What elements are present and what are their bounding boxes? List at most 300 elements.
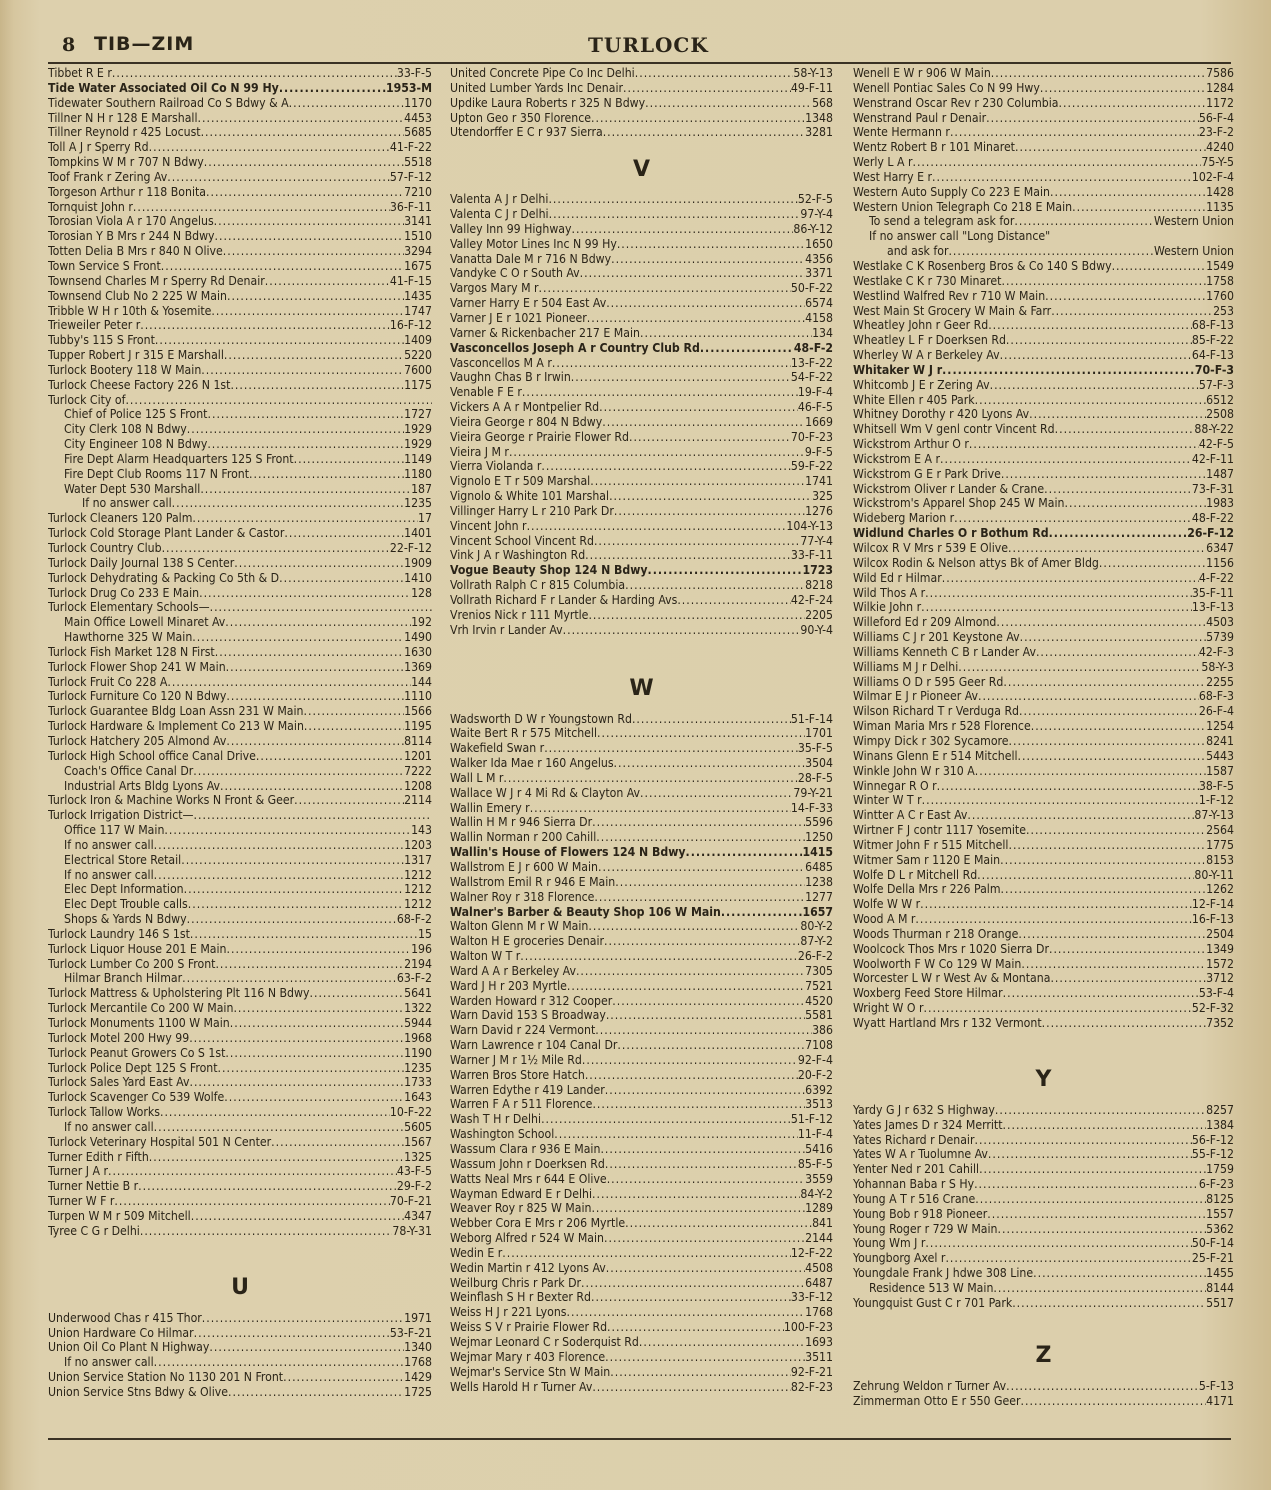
listing-phone: 51-F-12 — [790, 1112, 833, 1127]
listing-name: Turlock Cleaners 120 Palm — [48, 511, 193, 526]
listing-name: Wiman Maria Mrs r 528 Florence — [853, 719, 1031, 734]
listing-row — [48, 1209, 432, 1224]
leader-dots — [923, 1001, 1191, 1016]
leader-dots — [1045, 289, 1206, 304]
listing-phone: 1968 — [404, 1030, 432, 1045]
listing-name: Williams Kenneth C B r Lander Av — [853, 644, 1036, 659]
listing-row — [853, 111, 1234, 126]
listing-row — [450, 1112, 833, 1127]
listing-name: Turner W F r — [48, 1194, 115, 1209]
listing-row — [853, 1379, 1234, 1394]
leader-dots — [635, 66, 794, 81]
listing-name: Western Union Telegraph Co 218 E Main — [853, 199, 1073, 214]
listing-phone: 85-F-22 — [1191, 333, 1234, 348]
listing-phone: 4453 — [404, 110, 432, 125]
leader-dots — [979, 1162, 1206, 1177]
listing-name: Wayman Edward E r Delhi — [450, 1186, 593, 1201]
listing-row — [48, 1340, 432, 1355]
listing-row — [450, 504, 833, 519]
listing-name: Valley Inn 99 Highway — [450, 221, 572, 236]
listing-row — [48, 1016, 432, 1031]
listing-row — [450, 1008, 833, 1023]
leader-dots — [606, 1008, 805, 1023]
leader-dots — [677, 593, 791, 608]
listing-row — [853, 689, 1234, 704]
listing-name: West Harry E r — [853, 169, 933, 184]
leader-dots — [1018, 749, 1207, 764]
listing-phone: 52-F-32 — [1191, 1001, 1234, 1016]
listing-row — [450, 949, 833, 964]
listing-phone: 8125 — [1206, 1191, 1234, 1206]
listing-row — [450, 1261, 833, 1276]
listing-phone: 6485 — [805, 859, 833, 874]
listing-phone: 1235 — [404, 1060, 432, 1075]
listing-phone: 6392 — [805, 1082, 833, 1097]
listing-name: Trieweiler Peter r — [48, 318, 141, 333]
listing-name: Turlock Country Club — [48, 541, 162, 555]
listing-name: Turlock High School office Canal Drive — [48, 748, 256, 763]
listing-phone: 2114 — [404, 793, 432, 808]
listing-phone: 8153 — [1206, 852, 1234, 867]
listing-phone: 2508 — [1206, 407, 1234, 422]
listing-phone: 53-F-21 — [389, 1325, 432, 1340]
listing-row — [450, 845, 833, 860]
listing-name: Turlock Scavenger Co 539 Wolfe — [48, 1090, 225, 1105]
leader-dots — [225, 615, 411, 630]
leader-dots — [187, 912, 397, 927]
listing-phone: 192 — [411, 615, 432, 630]
listing-row — [48, 170, 432, 185]
listing-phone: 5443 — [1206, 748, 1234, 763]
section-heading: Y — [1035, 1067, 1052, 1093]
listing-phone: 1195 — [404, 719, 432, 734]
listing-row — [450, 623, 833, 638]
listing-name: Walner's Barber & Beauty Shop 106 W Main — [450, 904, 721, 919]
listing-row — [450, 1187, 833, 1202]
leader-dots — [922, 793, 1199, 808]
listing-name: Utendorffer E C r 937 Sierra — [450, 125, 603, 140]
leader-dots — [1008, 541, 1206, 556]
listing-phone: 1201 — [404, 748, 432, 763]
listing-phone: 1768 — [805, 1305, 833, 1320]
listing-row — [450, 519, 833, 534]
leader-dots — [912, 155, 1201, 170]
listing-name: Wickstrom Oliver r Lander & Crane — [853, 481, 1045, 496]
listing-row — [450, 125, 833, 140]
listing-name: Whitsell Wm V genl contr Vincent Rd — [853, 422, 1055, 437]
listing-phone: 1349 — [1206, 941, 1234, 956]
listing-row — [450, 1201, 833, 1216]
listing-phone: 20-F-2 — [797, 1067, 833, 1082]
listing-name: Turlock Fruit Co 228 A — [48, 674, 168, 689]
leader-dots — [182, 971, 397, 986]
leader-dots — [164, 823, 411, 838]
leader-dots — [1015, 140, 1206, 155]
listing-name: Torosian Viola A r 170 Angelus — [48, 214, 214, 229]
listing-name: Weiss H J r 221 Lyons — [450, 1305, 567, 1320]
listing-row — [853, 96, 1234, 111]
leader-dots — [309, 986, 404, 1001]
listing-row — [853, 496, 1234, 511]
leader-dots — [595, 1023, 812, 1038]
listing-name: Vieira George r 804 N Bdwy — [450, 414, 603, 429]
listing-name: Wedin Martin r 412 Lyons Av — [450, 1260, 606, 1275]
listing-name: Wenell E W r 906 W Main — [853, 66, 991, 80]
listing-row — [853, 971, 1234, 986]
listing-row — [853, 556, 1234, 571]
listing-row — [48, 467, 432, 482]
listing-phone: 48-F-2 — [793, 340, 833, 355]
listing-row — [48, 630, 432, 645]
listing-phone: 5944 — [404, 1016, 432, 1030]
listing-phone: 2205 — [805, 607, 833, 622]
listing-row — [48, 986, 432, 1001]
listing-name: Yenter Ned r 201 Cahill — [853, 1162, 980, 1177]
listing-phone: 16-F-12 — [389, 318, 432, 333]
listing-row — [48, 897, 432, 912]
listing-row — [48, 1001, 432, 1016]
listing-row — [48, 407, 432, 422]
listing-name: Valenta C J r Delhi — [450, 207, 549, 222]
listing-phone: 841 — [812, 1216, 833, 1231]
listing-row — [853, 986, 1234, 1001]
leader-dots — [207, 407, 404, 422]
leader-dots — [1003, 675, 1206, 690]
leader-dots — [563, 623, 801, 638]
listing-phone: 68-F-13 — [1191, 318, 1234, 333]
listing-row — [450, 430, 833, 445]
listing-phone: 1156 — [1206, 555, 1234, 570]
listing-row — [48, 719, 432, 734]
listing-row — [48, 1105, 432, 1120]
listing-name: Vincent John r — [450, 518, 527, 533]
leader-dots — [597, 726, 805, 741]
listing-row — [450, 370, 833, 385]
listing-row — [853, 229, 1234, 244]
listing-phone: 1953-M — [386, 80, 432, 95]
leader-dots — [1031, 719, 1206, 734]
listing-row — [48, 957, 432, 972]
leader-dots — [592, 1097, 805, 1112]
listing-phone: 6347 — [1206, 541, 1234, 555]
leader-dots — [991, 66, 1206, 81]
listing-row — [48, 704, 432, 719]
leader-dots — [211, 304, 404, 319]
listing-phone: 143 — [411, 823, 432, 838]
listing-name: Turner Edith r Fifth — [48, 1149, 149, 1164]
listing-phone: 33-F-11 — [790, 548, 833, 563]
listing-name: White Ellen r 405 Park — [853, 392, 975, 407]
page-header — [48, 32, 1231, 64]
listing-name: Western Auto Supply Co 223 E Main — [853, 184, 1050, 199]
listing-phone: 7586 — [1206, 66, 1234, 80]
listing-row — [48, 229, 432, 244]
listing-row — [48, 496, 432, 511]
listing-name: Union Service Stns Bdwy & Olive — [48, 1384, 228, 1399]
listing-phone: 33-F-12 — [790, 1290, 833, 1305]
listing-name: Water Dept 530 Marshall — [64, 481, 201, 496]
listing-phone: 1693 — [805, 1334, 833, 1349]
listing-row — [853, 808, 1234, 823]
listing-row — [48, 853, 432, 868]
listing-row — [450, 578, 833, 593]
listing-row — [450, 1216, 833, 1231]
leader-dots — [224, 1090, 404, 1105]
listing-row — [48, 318, 432, 333]
listing-name: Weilburg Chris r Park Dr — [450, 1275, 582, 1290]
listing-row — [450, 1231, 833, 1246]
leader-dots — [603, 125, 805, 140]
listing-name: Turlock Irrigation District— — [48, 808, 194, 823]
listing-name: Turlock Mattress & Upholstering Plt 116 N Bdwy — [48, 986, 310, 1001]
listing-row — [450, 801, 833, 816]
listing-phone: 14-F-33 — [790, 800, 833, 815]
leader-dots — [617, 1038, 805, 1053]
listing-phone: 59-F-22 — [790, 459, 833, 474]
listing-phone: 11-F-4 — [797, 1127, 833, 1142]
leader-dots — [598, 860, 805, 875]
listing-name: Waite Bert R r 575 Mitchell — [450, 726, 598, 741]
listing-name: Wilson Richard T r Verduga Rd — [853, 704, 1020, 719]
listing-row — [450, 994, 833, 1009]
leader-dots — [294, 793, 404, 808]
listing-row — [450, 860, 833, 875]
listing-phone: 4520 — [805, 993, 833, 1008]
listing-row — [853, 333, 1234, 348]
listing-phone: 10-F-22 — [389, 1105, 432, 1120]
listing-name: Turlock Veterinary Hospital 501 N Center — [48, 1134, 272, 1149]
listing-phone: 3294 — [404, 244, 432, 259]
listing-name: Industrial Arts Bldg Lyons Av — [64, 778, 220, 793]
listing-name: Whitcomb J E r Zering Av — [853, 377, 990, 392]
listing-row — [48, 1194, 432, 1209]
listing-name: Townsend Charles M r Sperry Rd Denair — [48, 273, 265, 288]
listing-row — [450, 222, 833, 237]
listing-row — [450, 415, 833, 430]
leader-dots — [520, 949, 798, 964]
listing-name: Weinflash S H r Bexter Rd — [450, 1290, 591, 1305]
listing-row — [48, 541, 432, 556]
leader-dots — [214, 214, 404, 229]
leader-dots — [605, 1350, 805, 1365]
listing-row — [853, 1192, 1234, 1207]
listing-phone: 5605 — [404, 1119, 432, 1134]
listing-name: Tubby's 115 S Front — [48, 333, 155, 348]
leader-dots — [1112, 259, 1207, 274]
leader-dots — [1018, 927, 1206, 942]
listing-name: Willeford Ed r 209 Almond — [853, 615, 997, 630]
leader-dots — [188, 897, 404, 912]
listing-row — [48, 363, 432, 378]
listing-phone: 1557 — [1206, 1206, 1234, 1221]
listing-name: Turlock Lumber Co 200 S Front — [48, 956, 216, 971]
listing-phone: 22-F-12 — [389, 541, 432, 555]
leader-dots — [227, 942, 412, 957]
listing-row — [853, 615, 1234, 630]
leader-dots — [640, 786, 793, 801]
listing-phone: 6574 — [805, 296, 833, 311]
listing-row — [48, 1135, 432, 1150]
listing-phone: 1212 — [404, 882, 432, 897]
listing-phone: 1759 — [1206, 1162, 1234, 1177]
listing-phone: 26-F-2 — [797, 949, 833, 964]
listing-phone: 5517 — [1206, 1295, 1234, 1310]
listing-row — [853, 511, 1234, 526]
leader-dots — [602, 415, 805, 430]
leader-dots — [1051, 304, 1213, 319]
listing-name: If no answer call — [64, 1119, 154, 1134]
listing-phone: 1723 — [802, 563, 833, 578]
listing-phone: 38-F-5 — [1198, 778, 1234, 793]
listing-phone: 1348 — [805, 110, 833, 125]
listing-row — [853, 1207, 1234, 1222]
leader-dots — [181, 853, 404, 868]
leader-dots — [606, 1261, 805, 1276]
listing-phone: 79-Y-21 — [793, 785, 833, 800]
listing-phone: 1657 — [802, 904, 833, 919]
listing-phone: 1235 — [404, 496, 432, 511]
listing-name: Main Office Lowell Minaret Av — [64, 615, 226, 630]
listing-phone: 36-F-11 — [389, 199, 432, 214]
listing-phone: 1110 — [404, 689, 432, 704]
leader-dots — [998, 1222, 1207, 1237]
listing-name: Vaughn Chas B r Irwin — [450, 370, 571, 385]
listing-name: Union Oil Co Plant N Highway — [48, 1340, 210, 1355]
listing-name: Turlock Elementary Schools— — [48, 600, 210, 615]
listing-phone: 1909 — [404, 555, 432, 570]
listing-phone: 1725 — [404, 1384, 432, 1399]
leader-dots — [625, 1216, 812, 1231]
listing-row — [853, 200, 1234, 215]
listing-row — [48, 1075, 432, 1090]
listing-phone: 8144 — [1206, 1280, 1234, 1295]
listing-row — [450, 712, 833, 727]
listing-row — [48, 333, 432, 348]
listing-phone: 75-Y-5 — [1201, 155, 1234, 170]
listing-row — [48, 689, 432, 704]
listing-name: Wenstrand Oscar Rev r 230 Columbia — [853, 95, 1059, 110]
leader-dots — [925, 586, 1192, 601]
leader-dots — [1021, 957, 1206, 972]
listing-name: Turlock Flower Shop 241 W Main — [48, 659, 226, 674]
listing-row — [48, 378, 432, 393]
leader-dots — [189, 1031, 404, 1046]
leader-dots — [1049, 942, 1206, 957]
listing-phone: 42-F-24 — [790, 593, 833, 607]
leader-dots — [988, 1147, 1192, 1162]
listing-phone: 1768 — [404, 1355, 432, 1370]
listing-row — [48, 675, 432, 690]
listing-name: Vieira George r Prairie Flower Rd — [450, 429, 629, 444]
listing-phone: 1238 — [805, 874, 833, 889]
leader-dots — [596, 830, 805, 845]
leader-dots — [154, 1355, 404, 1370]
leader-dots — [527, 519, 787, 534]
leader-dots — [154, 1120, 404, 1135]
listing-phone: 1170 — [404, 95, 432, 110]
listing-row — [853, 1177, 1234, 1192]
leader-dots — [1099, 556, 1206, 571]
listing-name: Vogue Beauty Shop 124 N Bdwy — [450, 563, 648, 578]
leader-dots — [988, 318, 1192, 333]
listing-phone: 1741 — [805, 474, 833, 489]
leader-dots — [996, 615, 1206, 630]
leader-dots — [191, 1209, 404, 1224]
listing-row — [450, 1305, 833, 1320]
leader-dots — [1000, 348, 1192, 363]
listing-row — [450, 459, 833, 474]
listing-phone: 1322 — [404, 1001, 432, 1016]
leader-dots — [1003, 986, 1199, 1001]
listing-name: Turlock Fish Market 128 N First — [48, 644, 215, 659]
listing-row — [853, 1222, 1234, 1237]
listing-name: Washington School — [450, 1127, 555, 1142]
listing-name: Turlock Motel 200 Hwy 99 — [48, 1030, 190, 1045]
listing-row — [48, 1090, 432, 1105]
listing-name: Upton Geo r 350 Florence — [450, 110, 592, 125]
leader-dots — [1029, 407, 1206, 422]
leader-dots — [975, 1192, 1206, 1207]
listing-name: Tillner N H r 128 E Marshall — [48, 110, 198, 125]
leader-dots — [615, 875, 805, 890]
listing-phone: 1455 — [1206, 1266, 1234, 1281]
listing-name: Torgeson Arthur r 118 Bonita — [48, 184, 207, 199]
listing-name: Wood A M r — [853, 912, 916, 927]
leader-dots — [571, 370, 791, 385]
listing-phone: 41-F-22 — [389, 140, 432, 155]
listing-name: Wenell Pontiac Sales Co N 99 Hwy — [853, 80, 1040, 95]
listing-row — [450, 400, 833, 415]
leader-dots — [1014, 214, 1154, 229]
listing-phone: 1971 — [404, 1310, 432, 1325]
listing-name: Union Hardware Co Hilmar — [48, 1325, 194, 1340]
listing-row — [48, 140, 432, 155]
listing-name: Hawthorne 325 W Main — [64, 630, 193, 645]
listing-name: Tompkins W M r 707 N Bdwy — [48, 155, 204, 170]
listing-phone: 28-F-5 — [797, 770, 833, 785]
listing-name: Underwood Chas r 415 Thor — [48, 1310, 202, 1325]
listing-name: Torosian Y B Mrs r 244 N Bdwy — [48, 229, 215, 244]
listing-phone: 1929 — [404, 422, 432, 437]
listing-phone: 88-Y-22 — [1194, 422, 1234, 437]
listing-row — [48, 927, 432, 942]
listing-phone: 1284 — [1206, 80, 1234, 95]
listing-name: Wintter A C r East Av — [853, 808, 968, 823]
leader-dots — [591, 1290, 791, 1305]
leader-dots — [1042, 1016, 1206, 1031]
leader-dots — [149, 1150, 404, 1165]
leader-dots — [611, 252, 805, 267]
leader-dots — [249, 467, 404, 482]
listing-row — [48, 1164, 432, 1179]
listing-name: West Main St Grocery W Main & Farr — [853, 303, 1052, 318]
leader-dots — [1036, 645, 1199, 660]
listing-name: Young Wm J r — [853, 1236, 926, 1251]
listing-row — [853, 378, 1234, 393]
leader-dots — [549, 207, 801, 222]
listing-row — [853, 437, 1234, 452]
leader-dots — [530, 801, 791, 816]
listing-row — [450, 296, 833, 311]
listing-phone: 1409 — [404, 333, 432, 348]
listing-row — [853, 1016, 1234, 1031]
listing-row — [853, 66, 1234, 81]
listing-row — [853, 1266, 1234, 1281]
listing-row — [450, 66, 833, 81]
listing-phone: 1587 — [1206, 763, 1234, 778]
listing-phone: 42-F-3 — [1198, 644, 1234, 659]
listing-phone: 1212 — [404, 867, 432, 882]
